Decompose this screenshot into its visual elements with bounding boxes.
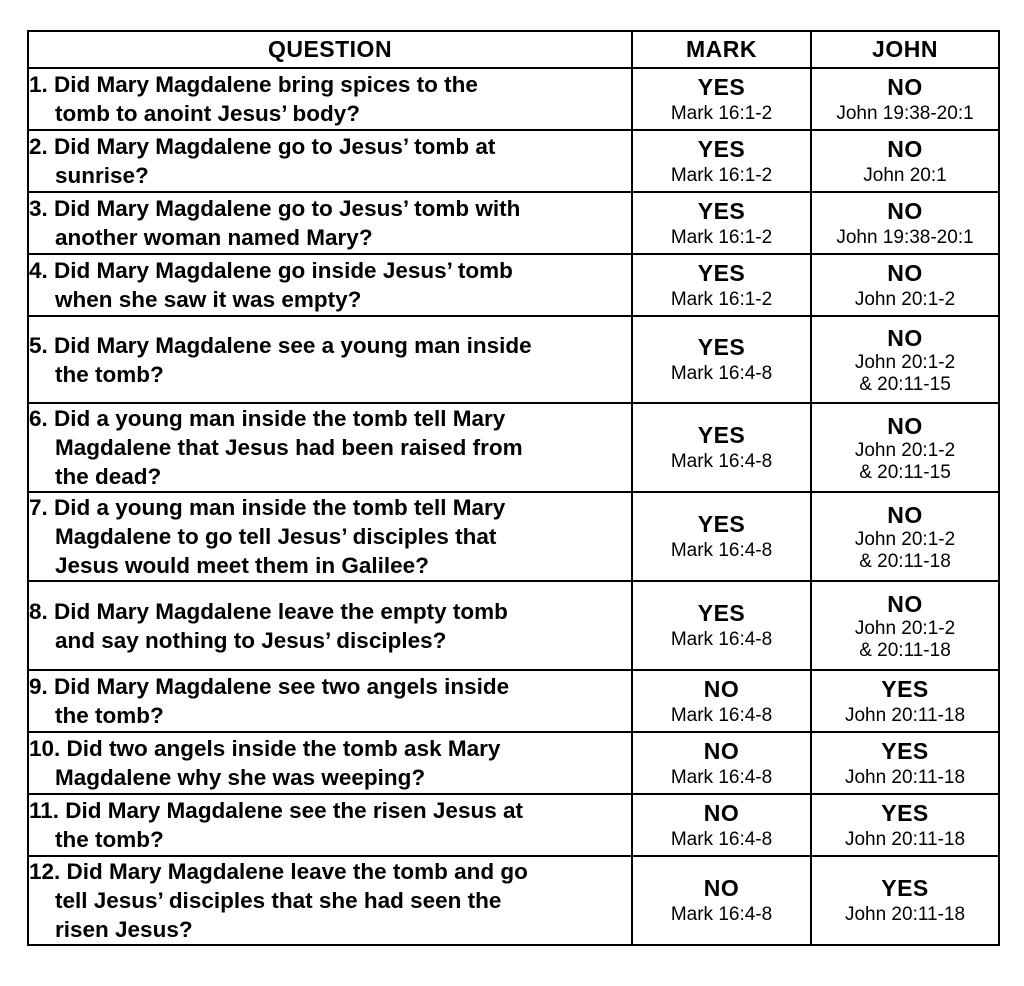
john-cell <box>811 192 999 254</box>
question-text-line: Magdalene why she was weeping? <box>55 765 426 790</box>
mark-cell <box>632 670 811 732</box>
john-answer: NO <box>887 73 923 100</box>
header-mark: MARK <box>632 31 811 68</box>
table-row <box>28 130 999 192</box>
mark-answer: NO <box>703 799 740 826</box>
mark-answer: YES <box>697 334 746 360</box>
mark-answer: YES <box>697 600 746 626</box>
john-cell <box>811 130 999 192</box>
mark-reference: Mark 16:1-2 <box>670 226 773 248</box>
john-answer: YES <box>881 675 929 702</box>
john-reference: & 20:11-15 <box>859 373 951 395</box>
question-cell <box>28 254 632 316</box>
question-cell <box>28 732 632 794</box>
question-cell <box>28 68 632 130</box>
header-question: QUESTION <box>28 31 632 68</box>
john-answer: NO <box>887 590 923 617</box>
question-cell <box>28 130 632 192</box>
mark-cell <box>632 581 811 670</box>
mark-cell <box>632 254 811 316</box>
question-cell <box>28 794 632 856</box>
john-cell <box>811 68 999 130</box>
mark-reference: Mark 16:4-8 <box>670 704 773 726</box>
mark-cell <box>632 192 811 254</box>
john-cell <box>811 316 999 403</box>
mark-reference: Mark 16:4-8 <box>670 828 773 850</box>
question-text-line: risen Jesus? <box>55 917 193 942</box>
mark-answer: NO <box>703 737 740 764</box>
mark-answer: NO <box>703 875 740 901</box>
mark-answer: YES <box>697 259 746 286</box>
john-cell <box>811 670 999 732</box>
mark-reference: Mark 16:4-8 <box>670 904 773 925</box>
mark-reference: Mark 16:1-2 <box>670 102 773 124</box>
john-answer: NO <box>887 501 923 528</box>
mark-cell <box>632 68 811 130</box>
mark-reference: Mark 16:4-8 <box>670 540 773 561</box>
john-cell <box>811 403 999 492</box>
mark-reference: Mark 16:4-8 <box>670 629 773 650</box>
question-text-line: 5. Did Mary Magdalene see a young man inside <box>29 332 532 358</box>
table-row <box>28 581 999 670</box>
table-row <box>28 403 999 492</box>
question-text-line: 4. Did Mary Magdalene go inside Jesus’ tomb <box>29 258 513 283</box>
john-answer: YES <box>881 799 929 826</box>
john-reference: John 20:1-2 <box>854 617 956 639</box>
mark-cell <box>632 403 811 492</box>
table-row <box>28 794 999 856</box>
mark-reference: Mark 16:1-2 <box>670 164 773 186</box>
header-john: JOHN <box>811 31 999 68</box>
mark-cell <box>632 492 811 581</box>
question-text-line: 10. Did two angels inside the tomb ask Mary <box>29 736 501 761</box>
john-reference: John 20:11-18 <box>844 766 966 788</box>
john-answer: NO <box>887 259 923 286</box>
table-row <box>28 492 999 581</box>
table-row <box>28 254 999 316</box>
john-reference: John 20:11-18 <box>844 704 966 726</box>
john-reference: John 19:38-20:1 <box>836 102 974 124</box>
mark-reference: Mark 16:1-2 <box>670 288 773 310</box>
question-cell <box>28 856 632 945</box>
mark-answer: YES <box>697 135 746 162</box>
john-cell <box>811 732 999 794</box>
john-reference: & 20:11-18 <box>859 550 951 572</box>
table-row <box>28 316 999 403</box>
table-row <box>28 670 999 732</box>
mark-cell <box>632 794 811 856</box>
question-text-line: 1. Did Mary Magdalene bring spices to the <box>29 72 478 97</box>
question-cell <box>28 581 632 670</box>
john-reference: John 20:1-2 <box>854 351 956 373</box>
question-cell <box>28 492 632 581</box>
john-reference: John 19:38-20:1 <box>836 226 974 248</box>
mark-cell <box>632 856 811 945</box>
table-row <box>28 68 999 130</box>
header-row <box>28 31 999 68</box>
john-reference: & 20:11-15 <box>859 461 951 483</box>
john-reference: & 20:11-18 <box>859 639 951 661</box>
mark-cell <box>632 316 811 403</box>
question-cell <box>28 403 632 492</box>
question-text-line: 12. Did Mary Magdalene leave the tomb and go <box>29 859 528 884</box>
question-text-line: 7. Did a young man inside the tomb tell Mary <box>29 495 506 520</box>
mark-answer: YES <box>697 73 746 100</box>
mark-cell <box>632 732 811 794</box>
john-reference: John 20:1 <box>863 164 947 186</box>
table-row <box>28 856 999 945</box>
mark-reference: Mark 16:4-8 <box>670 363 773 384</box>
question-text-line: the tomb? <box>55 361 164 387</box>
john-answer: NO <box>887 412 923 439</box>
john-reference: John 20:1-2 <box>854 439 956 461</box>
mark-answer: YES <box>697 511 746 537</box>
question-cell <box>28 316 632 403</box>
john-reference: John 20:1-2 <box>854 528 956 550</box>
comparison-table <box>27 30 1000 946</box>
mark-reference: Mark 16:4-8 <box>670 766 773 788</box>
question-text-line: Magdalene to go tell Jesus’ disciples that <box>55 524 497 549</box>
john-reference: John 20:11-18 <box>844 904 966 925</box>
mark-cell <box>632 130 811 192</box>
question-text-line: and say nothing to Jesus’ disciples? <box>55 627 447 653</box>
table-body <box>28 68 999 945</box>
john-cell <box>811 492 999 581</box>
john-reference: John 20:11-18 <box>844 828 966 850</box>
question-text-line: 2. Did Mary Magdalene go to Jesus’ tomb at <box>29 134 496 159</box>
question-text-line: 11. Did Mary Magdalene see the risen Jesus at <box>29 798 523 823</box>
john-answer: NO <box>887 197 923 224</box>
john-answer: NO <box>887 324 923 351</box>
question-text-line: sunrise? <box>55 163 149 188</box>
john-answer: NO <box>887 135 923 162</box>
mark-answer: YES <box>697 197 746 224</box>
question-text-line: when she saw it was empty? <box>55 287 362 312</box>
question-text-line: Magdalene that Jesus had been raised from <box>55 435 523 460</box>
john-reference: John 20:1-2 <box>854 288 956 310</box>
question-text-line: 9. Did Mary Magdalene see two angels inside <box>29 674 510 699</box>
john-answer: YES <box>881 737 929 764</box>
question-text-line: Jesus would meet them in Galilee? <box>55 553 429 578</box>
question-text-line: another woman named Mary? <box>55 225 373 250</box>
question-cell <box>28 670 632 732</box>
john-cell <box>811 254 999 316</box>
question-text-line: the tomb? <box>55 703 164 728</box>
mark-answer: YES <box>697 422 746 448</box>
table-row <box>28 192 999 254</box>
question-text-line: the tomb? <box>55 827 164 852</box>
question-text-line: tell Jesus’ disciples that she had seen the <box>55 888 502 913</box>
mark-answer: NO <box>703 675 740 702</box>
question-text-line: 6. Did a young man inside the tomb tell Mary <box>29 406 506 431</box>
question-cell <box>28 192 632 254</box>
question-text-line: 8. Did Mary Magdalene leave the empty tomb <box>29 598 508 624</box>
question-text-line: 3. Did Mary Magdalene go to Jesus’ tomb with <box>29 196 521 221</box>
john-cell <box>811 581 999 670</box>
question-text-line: tomb to anoint Jesus’ body? <box>55 101 361 126</box>
john-cell <box>811 794 999 856</box>
john-answer: YES <box>881 875 929 901</box>
question-text-line: the dead? <box>55 464 162 489</box>
john-cell <box>811 856 999 945</box>
mark-reference: Mark 16:4-8 <box>670 451 773 472</box>
table-row <box>28 732 999 794</box>
